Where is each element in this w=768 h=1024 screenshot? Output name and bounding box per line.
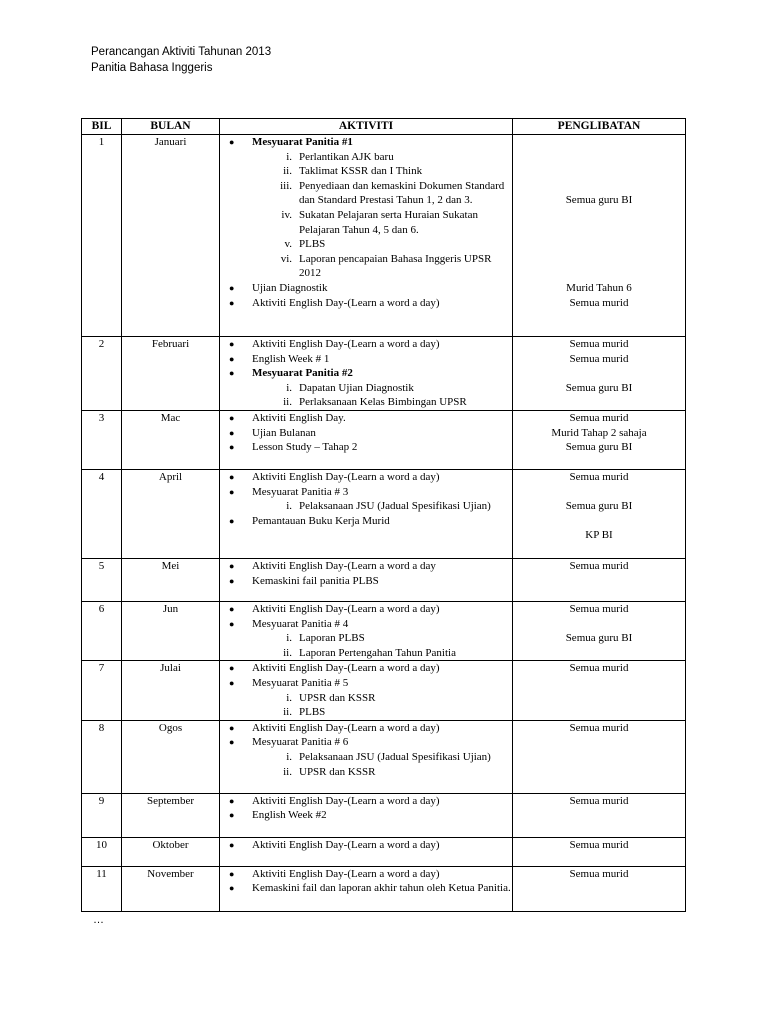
penglibatan-entry: Murid Tahun 6	[566, 281, 632, 294]
sub-item-list	[252, 381, 512, 410]
activity-item	[220, 574, 512, 589]
bullet-icon: ●	[229, 603, 235, 614]
cell-bil: 11	[82, 866, 122, 911]
cell-bulan: November	[122, 866, 220, 911]
cell-bil: 3	[82, 410, 122, 469]
activity-item	[220, 440, 512, 455]
sub-item-text: PLBS	[299, 706, 326, 719]
sub-item-number: vi.	[280, 252, 292, 265]
activity-text: English Week # 1	[252, 352, 330, 365]
bullet-icon: ●	[229, 427, 235, 438]
activity-list	[220, 135, 512, 310]
cell-bulan: Jun	[122, 601, 220, 660]
activity-item	[220, 808, 512, 823]
activity-item	[220, 676, 512, 720]
penglibatan-entry: Semua murid	[569, 721, 629, 734]
cell-aktiviti	[220, 601, 513, 660]
activity-text: English Week #2	[252, 809, 327, 822]
sub-item	[220, 499, 512, 514]
penglibatan-entry: Semua murid	[569, 662, 629, 675]
table-row	[82, 601, 686, 660]
activity-list	[220, 411, 512, 455]
bullet-icon: ●	[229, 412, 235, 423]
activity-item	[220, 337, 512, 352]
penglibatan-entry: Semua murid	[569, 338, 629, 350]
sub-item-number: i.	[286, 150, 292, 163]
sub-item-number: i.	[286, 500, 292, 513]
activity-item	[220, 135, 512, 281]
table-row	[82, 135, 686, 337]
cell-penglibatan	[513, 410, 686, 469]
cell-aktiviti	[220, 793, 513, 837]
penglibatan-entry: Semua murid	[569, 838, 629, 851]
activity-text: Aktiviti English Day-(Learn a word a day)	[252, 794, 440, 807]
sub-item	[220, 395, 512, 410]
cell-bulan: Mei	[122, 558, 220, 601]
sub-item-text: Taklimat KSSR dan I Think	[299, 165, 423, 178]
sub-item-list	[252, 150, 512, 281]
penglibatan-entry: Semua murid	[569, 559, 629, 572]
cell-penglibatan	[513, 558, 686, 601]
cell-penglibatan	[513, 135, 686, 337]
continuation-ellipsis: …	[93, 914, 104, 926]
penglibatan-entry: Semua murid	[569, 602, 629, 615]
sub-item-number: i.	[286, 632, 292, 645]
activity-item	[220, 881, 512, 896]
activity-list	[220, 794, 512, 823]
bullet-icon: ●	[229, 560, 235, 571]
bullet-icon: ●	[229, 839, 235, 850]
activity-text: Aktiviti English Day-(Learn a word a day)	[252, 721, 440, 734]
activity-list	[220, 470, 512, 528]
cell-aktiviti	[220, 661, 513, 720]
activity-text: Aktiviti English Day-(Learn a word a day)	[252, 602, 440, 615]
sub-item-list	[252, 750, 512, 779]
activity-text: Aktiviti English Day-(Learn a word a day)	[252, 867, 440, 880]
activity-text: Lesson Study – Tahap 2	[252, 441, 358, 454]
activity-item	[220, 559, 512, 574]
cell-bulan: Januari	[122, 135, 220, 337]
activity-text: Mesyuarat Panitia # 6	[252, 736, 349, 749]
penglibatan-entry: KP BI	[585, 529, 613, 542]
penglibatan-entry: Semua guru BI	[565, 441, 633, 454]
sub-item-number: iii.	[280, 179, 292, 192]
sub-item	[220, 705, 512, 720]
sub-item-list	[252, 631, 512, 660]
sub-item	[220, 765, 512, 780]
column-header-penglibatan: PENGLIBATAN	[513, 119, 686, 135]
table-row	[82, 661, 686, 720]
sub-item-text: Laporan pencapaian Bahasa Inggeris UPSR 2012	[299, 252, 492, 280]
penglibatan-entry: Murid Tahap 2 sahaja	[551, 426, 647, 439]
bullet-icon: ●	[229, 737, 235, 748]
activity-item	[220, 281, 512, 296]
table-row	[82, 337, 686, 411]
sub-item	[220, 150, 512, 165]
activity-list	[220, 867, 512, 896]
sub-item	[220, 179, 512, 208]
cell-bulan: September	[122, 793, 220, 837]
activity-item	[220, 296, 512, 311]
bullet-icon: ●	[229, 868, 235, 879]
sub-item-list	[252, 691, 512, 720]
sub-item-number: i.	[286, 691, 292, 704]
sub-item-number: ii.	[283, 396, 292, 409]
activity-text: Kemaskini fail panitia PLBS	[252, 574, 379, 587]
table-row	[82, 837, 686, 866]
column-header-bil: BIL	[82, 119, 122, 135]
cell-bulan: April	[122, 469, 220, 558]
activity-text: Mesyuarat Panitia #1	[252, 136, 353, 148]
activity-item	[220, 617, 512, 661]
activity-text: Aktiviti English Day-(Learn a word a day)	[252, 470, 440, 483]
cell-bil: 1	[82, 135, 122, 337]
bullet-icon: ●	[229, 282, 235, 293]
activity-list	[220, 661, 512, 719]
activity-item	[220, 470, 512, 485]
sub-item	[220, 252, 512, 281]
activity-item	[220, 794, 512, 809]
column-header-bulan: BULAN	[122, 119, 220, 135]
cell-bil: 10	[82, 837, 122, 866]
table-row	[82, 410, 686, 469]
cell-bulan: Ogos	[122, 720, 220, 793]
activity-item	[220, 352, 512, 367]
sub-item	[220, 750, 512, 765]
activity-text: Kemaskini fail dan laporan akhir tahun oleh Ketua Panitia.	[252, 882, 511, 895]
activity-list	[220, 559, 512, 588]
cell-aktiviti	[220, 337, 513, 411]
penglibatan-entry: Semua murid	[569, 352, 629, 365]
sub-item	[220, 237, 512, 252]
bullet-icon: ●	[229, 339, 235, 349]
cell-bil: 4	[82, 469, 122, 558]
sub-item	[220, 691, 512, 706]
bullet-icon: ●	[229, 575, 235, 586]
sub-item-text: Perlantikan AJK baru	[299, 150, 394, 163]
sub-item-number: v.	[284, 238, 292, 251]
cell-aktiviti	[220, 837, 513, 866]
activity-text: Aktiviti English Day-(Learn a word a day)	[252, 296, 440, 309]
activity-item	[220, 867, 512, 882]
cell-penglibatan	[513, 720, 686, 793]
activity-item	[220, 514, 512, 529]
penglibatan-entry: Semua guru BI	[565, 381, 633, 394]
sub-item	[220, 646, 512, 661]
sub-item-number: ii.	[283, 706, 292, 719]
penglibatan-entry: Semua guru BI	[565, 500, 633, 513]
bullet-icon: ●	[229, 442, 235, 453]
cell-bil: 9	[82, 793, 122, 837]
activity-text: Aktiviti English Day-(Learn a word a day)	[252, 338, 440, 350]
bullet-icon: ●	[229, 722, 235, 733]
sub-item	[220, 381, 512, 396]
bullet-icon: ●	[229, 353, 235, 364]
bullet-icon: ●	[229, 368, 235, 379]
activity-text: Aktiviti English Day-(Learn a word a day	[252, 559, 436, 572]
penglibatan-entry: Semua guru BI	[565, 632, 633, 645]
column-header-aktiviti: AKTIVITI	[220, 119, 513, 135]
bullet-icon: ●	[229, 471, 235, 482]
cell-bil: 6	[82, 601, 122, 660]
penglibatan-entry: Semua murid	[569, 470, 629, 483]
cell-bulan: Oktober	[122, 837, 220, 866]
activity-text: Mesyuarat Panitia # 3	[252, 485, 349, 498]
activity-text: Aktiviti English Day.	[252, 411, 346, 424]
activity-item	[220, 602, 512, 617]
activity-list	[220, 602, 512, 660]
bullet-icon: ●	[229, 515, 235, 526]
sub-item-number: iv.	[281, 208, 292, 221]
activity-item	[220, 485, 512, 514]
penglibatan-entry: Semua murid	[569, 794, 629, 807]
cell-penglibatan	[513, 661, 686, 720]
cell-aktiviti	[220, 469, 513, 558]
cell-bulan: Julai	[122, 661, 220, 720]
cell-bil: 7	[82, 661, 122, 720]
activity-text: Aktiviti English Day-(Learn a word a day)	[252, 662, 440, 675]
activity-text: Mesyuarat Panitia #2	[252, 367, 353, 380]
sub-item-number: i.	[286, 750, 292, 763]
cell-penglibatan	[513, 837, 686, 866]
bullet-icon: ●	[229, 663, 235, 674]
sub-item	[220, 164, 512, 179]
sub-item-text: Perlaksanaan Kelas Bimbingan UPSR	[299, 396, 467, 409]
sub-item	[220, 631, 512, 646]
bullet-icon: ●	[229, 137, 235, 147]
table-row	[82, 793, 686, 837]
cell-penglibatan	[513, 337, 686, 411]
activity-text: Pemantauan Buku Kerja Murid	[252, 514, 390, 527]
activity-list	[220, 721, 512, 779]
sub-item-number: ii.	[283, 765, 292, 778]
sub-item-text: Pelaksanaan JSU (Jadual Spesifikasi Ujian)	[299, 500, 491, 513]
table-row	[82, 469, 686, 558]
sub-item-list	[252, 499, 512, 514]
activity-text: Ujian Bulanan	[252, 426, 316, 439]
cell-aktiviti	[220, 558, 513, 601]
cell-penglibatan	[513, 601, 686, 660]
bullet-icon: ●	[229, 297, 235, 308]
cell-aktiviti	[220, 866, 513, 911]
cell-bil: 2	[82, 337, 122, 411]
sub-item-text: Laporan Pertengahan Tahun Panitia	[299, 646, 456, 659]
sub-item-text: UPSR dan KSSR	[299, 765, 376, 778]
cell-aktiviti	[220, 720, 513, 793]
sub-item-text: Dapatan Ujian Diagnostik	[299, 381, 414, 394]
table-row	[82, 720, 686, 793]
sub-item-number: ii.	[283, 165, 292, 178]
cell-penglibatan	[513, 469, 686, 558]
bullet-icon: ●	[229, 677, 235, 688]
penglibatan-entry: Semua murid	[569, 867, 629, 880]
cell-bulan: Februari	[122, 337, 220, 411]
activity-item	[220, 426, 512, 441]
sub-item-number: ii.	[283, 646, 292, 659]
sub-item-text: Penyediaan dan kemaskini Dokumen Standard dan Standard Prestasi Tahun 1, 2 dan 3.	[299, 179, 505, 207]
table-row	[82, 866, 686, 911]
penglibatan-entry: Semua murid	[569, 296, 629, 309]
bullet-icon: ●	[229, 486, 235, 497]
sub-item-text: Pelaksanaan JSU (Jadual Spesifikasi Ujian)	[299, 750, 491, 763]
sub-item-number: i.	[286, 381, 292, 394]
table-header-row	[82, 119, 686, 135]
cell-aktiviti	[220, 135, 513, 337]
bullet-icon: ●	[229, 810, 235, 821]
sub-item-text: PLBS	[299, 238, 326, 251]
activity-text: Mesyuarat Panitia # 4	[252, 617, 349, 630]
cell-bil: 5	[82, 558, 122, 601]
activity-list	[220, 337, 512, 410]
activity-item	[220, 735, 512, 779]
sub-item-text: UPSR dan KSSR	[299, 691, 376, 704]
bullet-icon: ●	[229, 883, 235, 894]
cell-aktiviti	[220, 410, 513, 469]
cell-penglibatan	[513, 793, 686, 837]
document-header	[91, 44, 271, 76]
activity-item	[220, 366, 512, 410]
cell-bulan: Mac	[122, 410, 220, 469]
activity-item	[220, 838, 512, 853]
activity-plan-table	[81, 118, 686, 912]
sub-item	[220, 208, 512, 237]
activity-list	[220, 838, 512, 853]
document-title: Perancangan Aktiviti Tahunan 2013	[91, 46, 272, 58]
activity-text: Ujian Diagnostik	[252, 281, 328, 294]
cell-bil: 8	[82, 720, 122, 793]
cell-penglibatan	[513, 866, 686, 911]
document-subtitle: Panitia Bahasa Inggeris	[91, 62, 213, 74]
bullet-icon: ●	[229, 618, 235, 629]
activity-item	[220, 721, 512, 736]
sub-item-text: Sukatan Pelajaran serta Huraian Sukatan Pelajaran Tahun 4, 5 dan 6.	[299, 208, 478, 236]
penglibatan-entry: Semua guru BI	[565, 194, 633, 207]
sub-item-text: Laporan PLBS	[299, 632, 365, 645]
activity-text: Mesyuarat Panitia # 5	[252, 676, 349, 689]
activity-item	[220, 661, 512, 676]
bullet-icon: ●	[229, 795, 235, 806]
activity-text: Aktiviti English Day-(Learn a word a day)	[252, 838, 440, 851]
activity-item	[220, 411, 512, 426]
table-row	[82, 558, 686, 601]
penglibatan-entry: Semua murid	[569, 411, 629, 424]
